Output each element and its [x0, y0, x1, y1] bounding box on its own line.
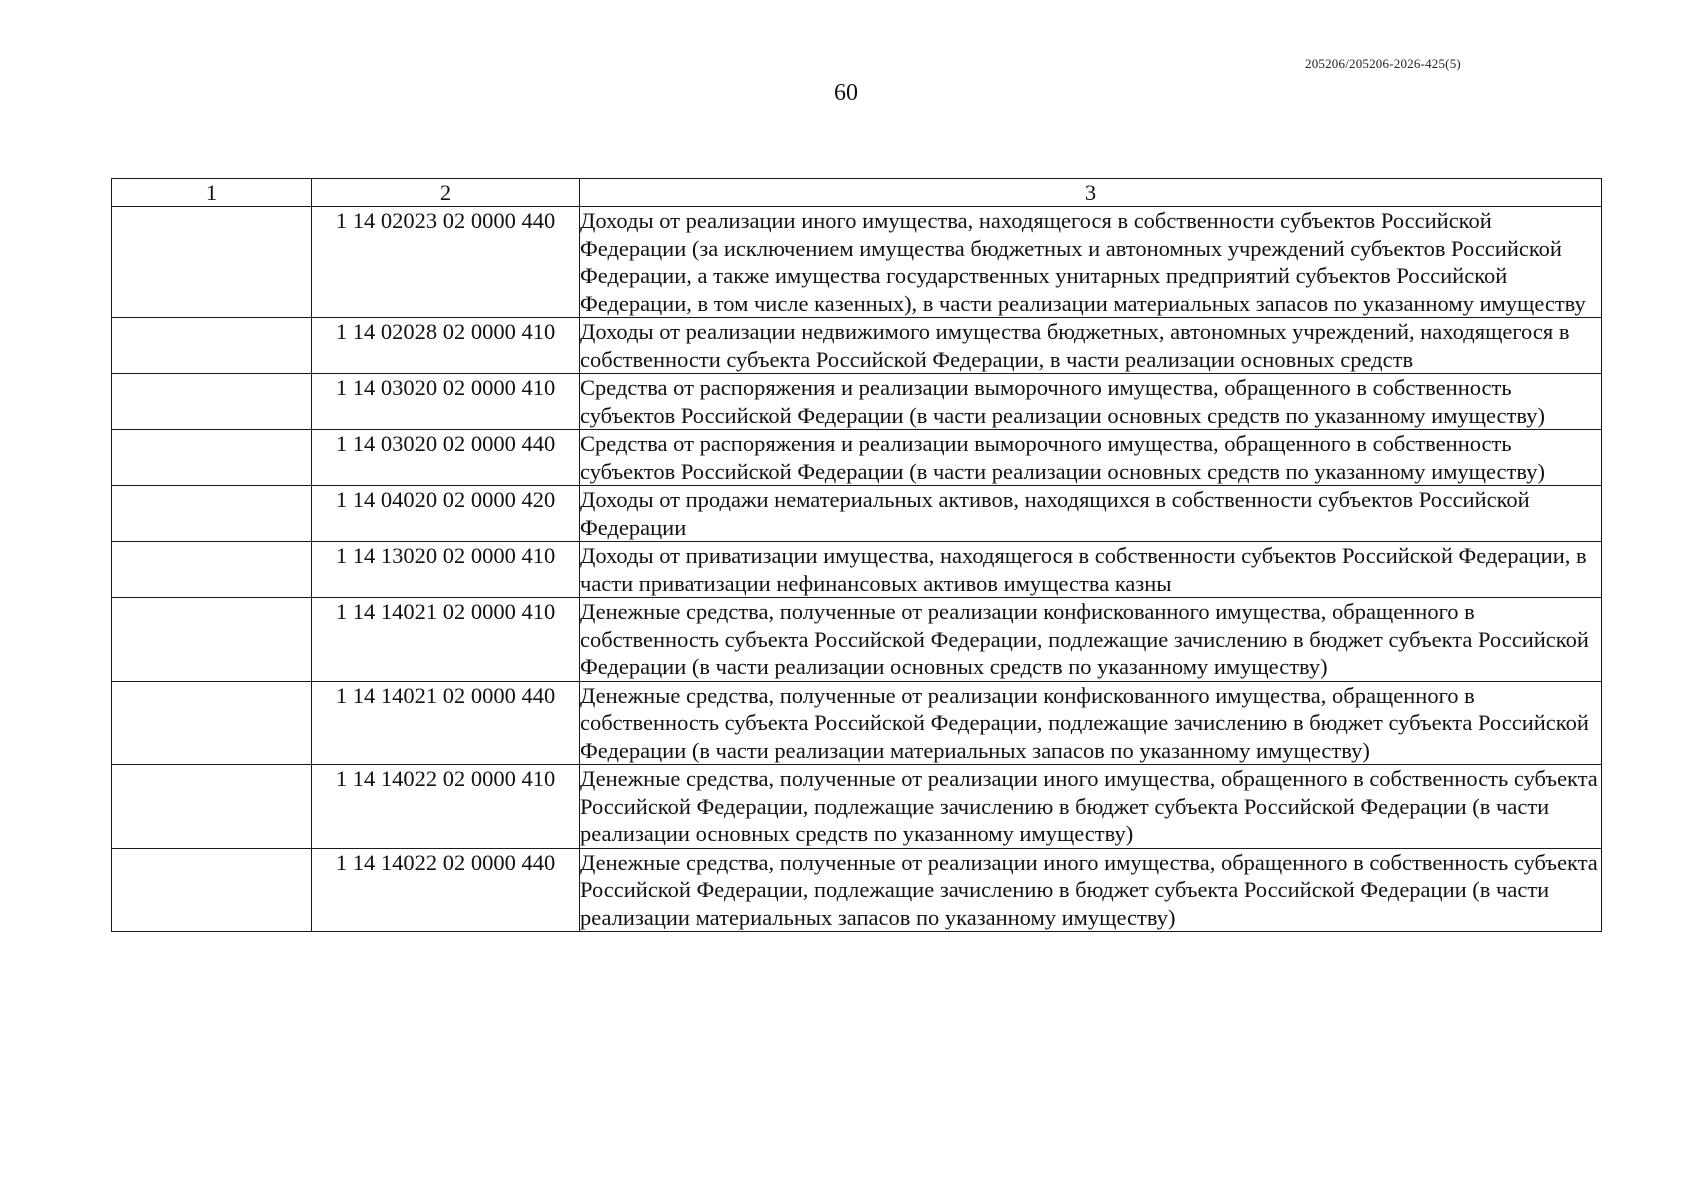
revenue-description-cell: Доходы от реализации недвижимого имущества бюджетных, автономных учреждений, находящегося в собственности субъекта Российской Федерации, в части реализации основных средств: [580, 318, 1602, 374]
column-header-3: 3: [580, 179, 1602, 207]
revenue-code-cell: 1 14 14022 02 0000 440: [312, 848, 580, 932]
table-row: [112, 318, 1602, 374]
table-row: [112, 598, 1602, 682]
revenue-description-cell: Средства от распоряжения и реализации выморочного имущества, обращенного в собственность субъектов Российской Федерации (в части реализации основных средств по указанному имуществу): [580, 430, 1602, 486]
table-row: [112, 765, 1602, 849]
row-col1-cell: [112, 542, 312, 598]
column-header-1: 1: [112, 179, 312, 207]
page-number: 60: [834, 80, 858, 106]
table-row: [112, 681, 1602, 765]
row-col1-cell: [112, 681, 312, 765]
row-col1-cell: [112, 207, 312, 318]
revenue-description-cell: Средства от распоряжения и реализации выморочного имущества, обращенного в собственность субъектов Российской Федерации (в части реализации основных средств по указанному имуществу): [580, 374, 1602, 430]
row-col1-cell: [112, 848, 312, 932]
revenue-description-cell: Денежные средства, полученные от реализации иного имущества, обращенного в собственность субъекта Российской Федерации, подлежащие зачислению в бюджет субъекта Российской Федерации (в части реализации основных средств по указанному имуществу): [580, 765, 1602, 849]
table-row: [112, 207, 1602, 318]
revenue-code-cell: 1 14 14022 02 0000 410: [312, 765, 580, 849]
row-col1-cell: [112, 430, 312, 486]
column-header-2: 2: [312, 179, 580, 207]
table-row: [112, 430, 1602, 486]
revenue-codes-table: [111, 178, 1602, 932]
table-row: [112, 374, 1602, 430]
revenue-description-cell: Денежные средства, полученные от реализации конфискованного имущества, обращенного в собственность субъекта Российской Федерации, подлежащие зачислению в бюджет субъекта Российской Федерации (в части реализации материальных запасов по указанному имуществу): [580, 681, 1602, 765]
revenue-description-cell: Денежные средства, полученные от реализации иного имущества, обращенного в собственность субъекта Российской Федерации, подлежащие зачислению в бюджет субъекта Российской Федерации (в части реализации материальных запасов по указанному имуществу): [580, 848, 1602, 932]
document-id: 205206/205206-2026-425(5): [1305, 56, 1461, 71]
row-col1-cell: [112, 374, 312, 430]
table-row: [112, 542, 1602, 598]
revenue-description-cell: Доходы от продажи нематериальных активов, находящихся в собственности субъектов Российской Федерации: [580, 486, 1602, 542]
revenue-description-cell: Доходы от приватизации имущества, находящегося в собственности субъектов Российской Федерации, в части приватизации нефинансовых активов имущества казны: [580, 542, 1602, 598]
revenue-description-cell: Доходы от реализации иного имущества, находящегося в собственности субъектов Российской Федерации (за исключением имущества бюджетных и автономных учреждений субъектов Российской Федерации, а также имущества государственных унитарных предприятий субъектов Российской Федерации, в том числе казенных), в части реализации материальных запасов по указанному имуществу: [580, 207, 1602, 318]
revenue-code-cell: 1 14 13020 02 0000 410: [312, 542, 580, 598]
table-header-row: [112, 179, 1602, 207]
row-col1-cell: [112, 598, 312, 682]
table-row: [112, 848, 1602, 932]
revenue-description-cell: Денежные средства, полученные от реализации конфискованного имущества, обращенного в собственность субъекта Российской Федерации, подлежащие зачислению в бюджет субъекта Российской Федерации (в части реализации основных средств по указанному имуществу): [580, 598, 1602, 682]
row-col1-cell: [112, 486, 312, 542]
row-col1-cell: [112, 765, 312, 849]
revenue-code-cell: 1 14 02028 02 0000 410: [312, 318, 580, 374]
revenue-code-cell: 1 14 03020 02 0000 410: [312, 374, 580, 430]
revenue-code-cell: 1 14 04020 02 0000 420: [312, 486, 580, 542]
row-col1-cell: [112, 318, 312, 374]
revenue-code-cell: 1 14 03020 02 0000 440: [312, 430, 580, 486]
revenue-code-cell: 1 14 14021 02 0000 440: [312, 681, 580, 765]
table-row: [112, 486, 1602, 542]
revenue-code-cell: 1 14 02023 02 0000 440: [312, 207, 580, 318]
revenue-code-cell: 1 14 14021 02 0000 410: [312, 598, 580, 682]
